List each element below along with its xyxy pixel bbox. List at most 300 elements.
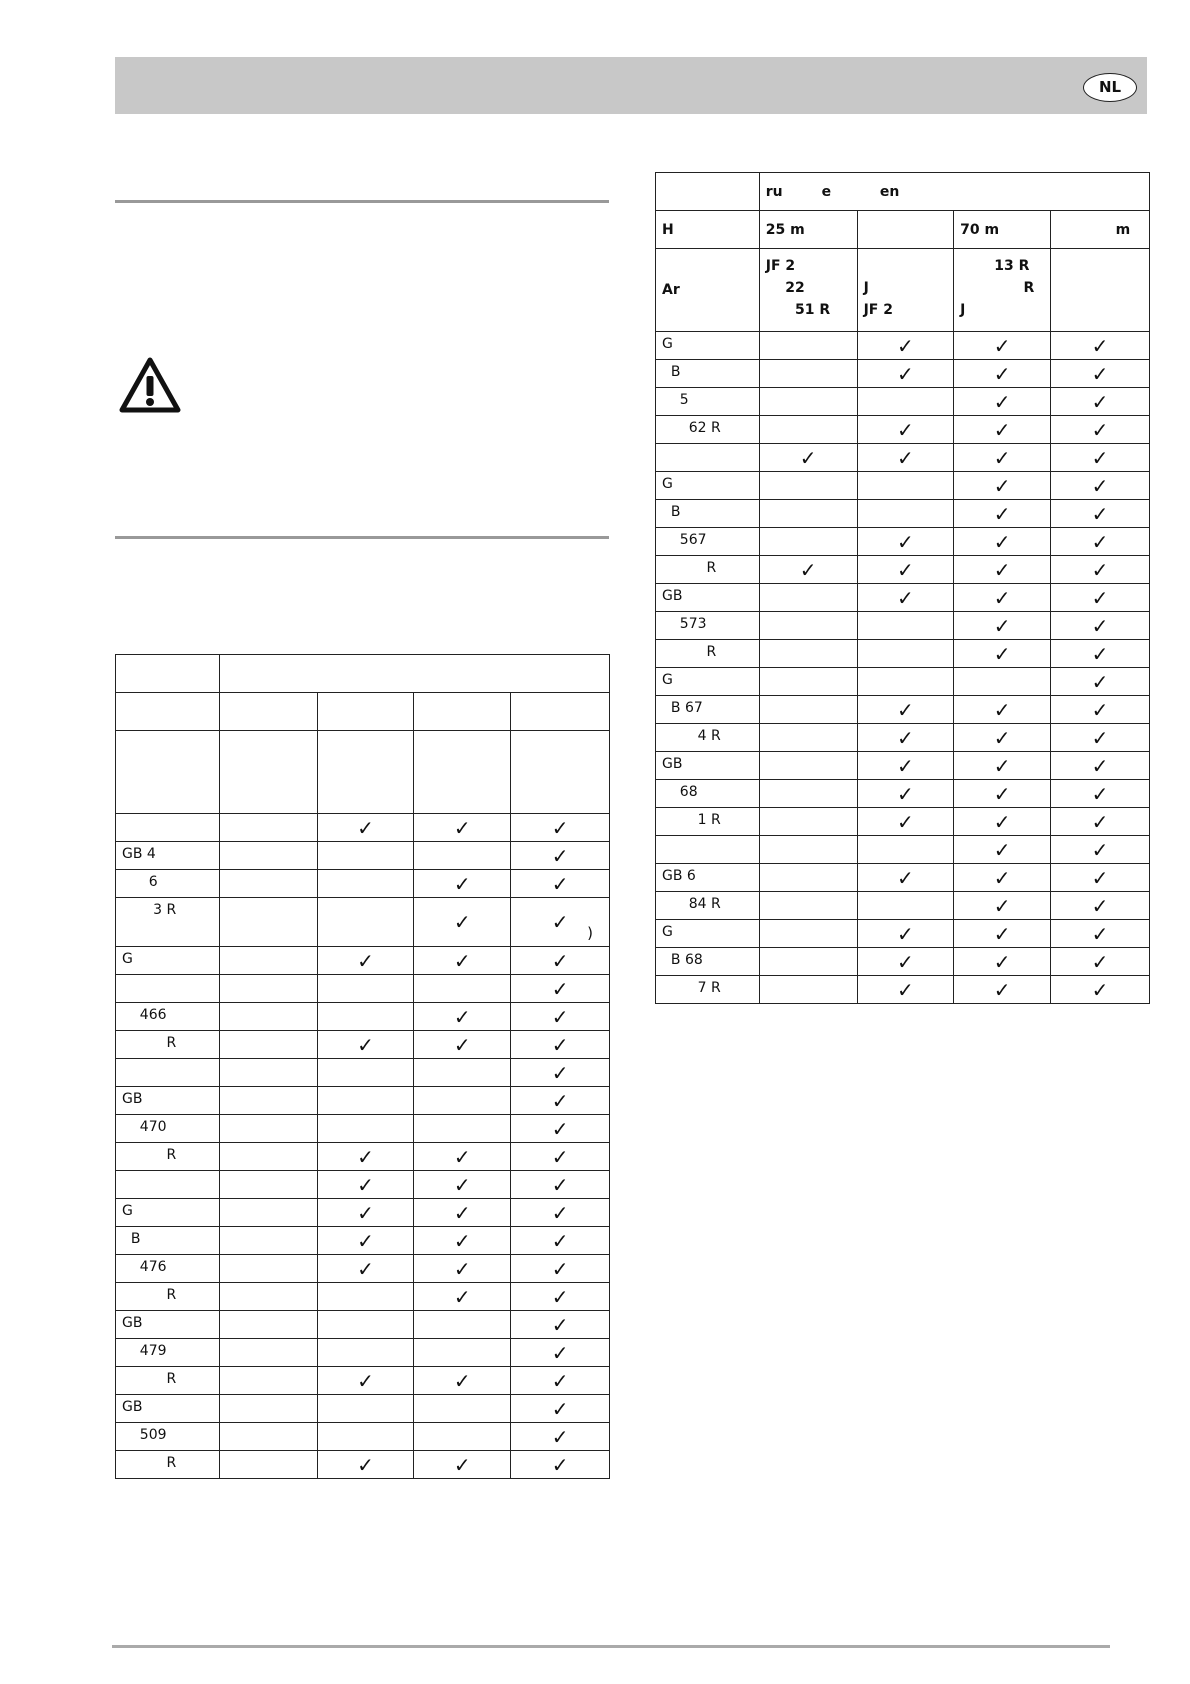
row-label: GB 4 — [116, 842, 220, 870]
table-row — [116, 1227, 610, 1255]
table-cell — [317, 693, 414, 731]
check-cell — [317, 1339, 414, 1367]
table-row — [656, 920, 1150, 948]
check-cell: ✓ — [511, 1423, 610, 1451]
check-cell: ✓ — [857, 360, 954, 388]
check-cell: ✓ — [857, 752, 954, 780]
check-cell: ✓ — [857, 332, 954, 360]
table-row — [656, 444, 1150, 472]
row-label: 62 R — [656, 416, 760, 444]
table-article-row — [656, 249, 1150, 332]
check-cell — [857, 836, 954, 864]
table-cell — [219, 693, 317, 731]
row-label: GB — [656, 584, 760, 612]
check-cell: ✓ — [954, 948, 1051, 976]
check-cell: ✓ — [414, 1255, 511, 1283]
row-label: B 68 — [656, 948, 760, 976]
table-row — [656, 724, 1150, 752]
check-cell: ✓ — [857, 444, 954, 472]
table-article-row — [116, 731, 610, 814]
check-cell: ✓ — [414, 1367, 511, 1395]
check-cell: ✓ — [511, 1227, 610, 1255]
row-label — [116, 1171, 220, 1199]
check-cell: ✓ — [1051, 948, 1150, 976]
check-cell: ✓ — [511, 1451, 610, 1479]
check-cell: ✓ — [1051, 500, 1150, 528]
table-row — [116, 1199, 610, 1227]
check-cell: ✓ — [857, 584, 954, 612]
row-label: R — [116, 1031, 220, 1059]
row-label — [116, 814, 220, 842]
check-cell: ✓ — [954, 780, 1051, 808]
check-cell — [317, 1003, 414, 1031]
check-cell: ✓ — [857, 556, 954, 584]
check-cell — [219, 1367, 317, 1395]
table-row — [116, 1283, 610, 1311]
check-cell — [219, 1143, 317, 1171]
check-cell: ✓ — [511, 1171, 610, 1199]
row-label: 509 — [116, 1423, 220, 1451]
table-row — [116, 1087, 610, 1115]
table-row — [116, 842, 610, 870]
warning-icon — [118, 356, 182, 414]
table-row — [656, 416, 1150, 444]
row-label: 479 — [116, 1339, 220, 1367]
check-cell: ✓ — [1051, 864, 1150, 892]
check-cell: ✓ — [857, 528, 954, 556]
check-cell: ✓ — [511, 1087, 610, 1115]
check-cell: ✓ — [317, 1031, 414, 1059]
table-row — [656, 892, 1150, 920]
row-label: 4 R — [656, 724, 760, 752]
check-cell — [857, 388, 954, 416]
table-row — [116, 1395, 610, 1423]
row-label: GB — [116, 1311, 220, 1339]
check-cell: ✓ — [1051, 444, 1150, 472]
check-cell: ✓ — [857, 948, 954, 976]
check-cell: ✓ — [414, 1451, 511, 1479]
check-cell: ✓ — [317, 1143, 414, 1171]
check-cell — [219, 1255, 317, 1283]
row-note: ) — [587, 924, 593, 942]
check-cell — [414, 1311, 511, 1339]
article-cell: J JF 2 — [857, 249, 954, 332]
check-cell: ✓ — [414, 1199, 511, 1227]
check-cell — [759, 864, 857, 892]
check-cell: ✓ — [857, 920, 954, 948]
check-cell: ✓ — [317, 1367, 414, 1395]
table-row — [656, 836, 1150, 864]
check-cell — [857, 472, 954, 500]
table-row — [656, 640, 1150, 668]
row-label: 7 R — [656, 976, 760, 1004]
table-cell — [219, 731, 317, 814]
check-cell: ✓ — [1051, 892, 1150, 920]
check-cell: ✓ — [1051, 836, 1150, 864]
check-cell: ✓ — [1051, 640, 1150, 668]
row-label — [116, 1059, 220, 1087]
table-cell — [414, 693, 511, 731]
table-row — [116, 1031, 610, 1059]
check-cell: ✓ — [414, 898, 511, 947]
check-cell: ✓ — [1051, 976, 1150, 1004]
check-cell: ✓ — [954, 976, 1051, 1004]
table-cell — [116, 693, 220, 731]
check-cell — [317, 1395, 414, 1423]
check-cell: ✓ — [1051, 332, 1150, 360]
left-compat-table — [115, 654, 610, 1479]
check-cell: ✓ — [954, 920, 1051, 948]
check-cell — [219, 898, 317, 947]
row-label — [116, 975, 220, 1003]
check-cell: ✓ — [954, 500, 1051, 528]
check-cell: ✓ — [954, 612, 1051, 640]
check-cell: ✓ — [511, 1367, 610, 1395]
table-row — [116, 1059, 610, 1087]
check-cell: ✓ — [317, 814, 414, 842]
row-label: G — [656, 472, 760, 500]
check-cell — [414, 1395, 511, 1423]
check-cell: ✓ — [511, 975, 610, 1003]
check-cell: ✓ — [317, 1199, 414, 1227]
check-cell: ✓ — [759, 556, 857, 584]
table-height-row — [656, 211, 1150, 249]
article-label: Ar — [656, 249, 760, 332]
check-cell — [759, 668, 857, 696]
height-cell: m — [1051, 211, 1150, 249]
table-row — [656, 332, 1150, 360]
table-cell — [116, 731, 220, 814]
check-cell: ✓ — [954, 724, 1051, 752]
check-cell: ✓ — [414, 1003, 511, 1031]
table-row — [116, 1115, 610, 1143]
check-cell — [219, 1339, 317, 1367]
check-cell — [317, 842, 414, 870]
footer-rule — [112, 1645, 1110, 1648]
check-cell: ✓ — [954, 696, 1051, 724]
table-row — [116, 1171, 610, 1199]
section-rule-1 — [115, 200, 609, 203]
row-label: G — [116, 1199, 220, 1227]
check-cell — [219, 1115, 317, 1143]
table-row — [116, 1255, 610, 1283]
check-cell — [759, 696, 857, 724]
language-badge: NL — [1083, 73, 1137, 102]
check-cell: ✓ — [414, 1031, 511, 1059]
table-title: ru e en — [759, 173, 1149, 211]
article-cell: JF 2 22 51 R — [759, 249, 857, 332]
check-cell: ✓ — [1051, 472, 1150, 500]
row-label — [656, 836, 760, 864]
table-cell — [219, 655, 609, 693]
check-cell: ✓ — [414, 947, 511, 975]
table-row — [656, 668, 1150, 696]
check-cell — [219, 814, 317, 842]
row-label: GB 6 — [656, 864, 760, 892]
check-cell: ✓ — [857, 976, 954, 1004]
check-cell — [219, 1423, 317, 1451]
row-label: G — [656, 920, 760, 948]
check-cell — [759, 836, 857, 864]
table-row — [656, 500, 1150, 528]
row-label: R — [116, 1367, 220, 1395]
header-band — [115, 57, 1147, 114]
table-row — [656, 612, 1150, 640]
check-cell: ✓ — [857, 808, 954, 836]
check-cell — [759, 360, 857, 388]
check-cell: ✓ — [317, 1171, 414, 1199]
row-label: G — [656, 668, 760, 696]
check-cell: ✓ — [511, 814, 610, 842]
check-cell: ✓ — [1051, 388, 1150, 416]
check-cell: ✓ — [954, 472, 1051, 500]
row-label: 1 R — [656, 808, 760, 836]
check-cell — [219, 1003, 317, 1031]
row-label: GB — [116, 1395, 220, 1423]
row-label: 84 R — [656, 892, 760, 920]
row-label: G — [656, 332, 760, 360]
check-cell: ✓ — [511, 1059, 610, 1087]
check-cell: ✓ — [414, 1283, 511, 1311]
check-cell: ✓ — [1051, 780, 1150, 808]
check-cell: ✓ — [511, 1199, 610, 1227]
row-label: 6 — [116, 870, 220, 898]
check-cell: ✓ — [857, 696, 954, 724]
check-cell: ✓ — [414, 814, 511, 842]
check-cell — [414, 975, 511, 1003]
row-label: B — [656, 360, 760, 388]
check-cell — [857, 640, 954, 668]
check-cell: ✓ — [954, 332, 1051, 360]
check-cell — [317, 1115, 414, 1143]
check-cell: ✓ — [954, 556, 1051, 584]
table-row — [116, 1311, 610, 1339]
check-cell — [317, 870, 414, 898]
check-cell: ✓ — [857, 780, 954, 808]
check-cell — [414, 1339, 511, 1367]
check-cell: ✓ — [511, 1339, 610, 1367]
row-label: 470 — [116, 1115, 220, 1143]
check-cell: ✓ — [954, 416, 1051, 444]
check-cell — [857, 612, 954, 640]
check-cell — [759, 948, 857, 976]
row-label: B 67 — [656, 696, 760, 724]
table-row — [656, 360, 1150, 388]
check-cell — [759, 724, 857, 752]
check-cell — [219, 1087, 317, 1115]
check-cell — [317, 1283, 414, 1311]
check-cell: ✓ — [954, 444, 1051, 472]
row-label: R — [656, 556, 760, 584]
table-row — [656, 948, 1150, 976]
check-cell — [317, 1059, 414, 1087]
check-cell — [219, 1199, 317, 1227]
table-title-row — [656, 173, 1150, 211]
check-cell — [759, 584, 857, 612]
check-cell: ✓ — [511, 870, 610, 898]
table-row — [116, 1003, 610, 1031]
article-cell: 13 R R J — [954, 249, 1051, 332]
check-cell: ✓ — [414, 1227, 511, 1255]
check-cell — [414, 1423, 511, 1451]
check-cell — [759, 976, 857, 1004]
check-cell: ✓ — [511, 1395, 610, 1423]
check-cell: ✓ — [511, 1003, 610, 1031]
table-row — [116, 1451, 610, 1479]
check-cell — [317, 1311, 414, 1339]
article-cell — [1051, 249, 1150, 332]
check-cell: ✓ — [1051, 920, 1150, 948]
check-cell — [317, 1423, 414, 1451]
check-cell — [759, 472, 857, 500]
check-cell: ✓ — [1051, 360, 1150, 388]
check-cell: ✓ — [954, 864, 1051, 892]
check-cell — [954, 668, 1051, 696]
table-row — [656, 388, 1150, 416]
row-label: G — [116, 947, 220, 975]
check-cell: ✓ — [954, 836, 1051, 864]
row-label: GB — [116, 1087, 220, 1115]
table-row — [656, 584, 1150, 612]
check-cell: ✓ — [511, 1283, 610, 1311]
check-cell — [759, 416, 857, 444]
table-row — [116, 898, 610, 947]
table-row — [656, 528, 1150, 556]
check-cell: ✓ — [511, 1031, 610, 1059]
table-row — [656, 472, 1150, 500]
row-label: 573 — [656, 612, 760, 640]
check-cell: ✓ — [954, 808, 1051, 836]
check-cell — [219, 1031, 317, 1059]
check-cell: ✓ — [317, 1227, 414, 1255]
check-cell: ✓ — [1051, 556, 1150, 584]
row-label: 3 R — [116, 898, 220, 947]
table-row — [656, 696, 1150, 724]
row-label: 68 — [656, 780, 760, 808]
check-cell: ✓ — [1051, 528, 1150, 556]
check-cell — [759, 500, 857, 528]
check-cell — [414, 842, 511, 870]
table-row — [656, 808, 1150, 836]
check-cell — [219, 1059, 317, 1087]
check-cell — [219, 1171, 317, 1199]
check-cell — [317, 1087, 414, 1115]
table-row — [116, 1143, 610, 1171]
check-cell — [759, 388, 857, 416]
height-cell: 70 m — [954, 211, 1051, 249]
check-cell — [759, 920, 857, 948]
check-cell — [414, 1115, 511, 1143]
table-row — [656, 556, 1150, 584]
table-cell — [656, 173, 760, 211]
check-cell — [759, 808, 857, 836]
check-cell: ✓ — [954, 892, 1051, 920]
check-cell: ✓ — [759, 444, 857, 472]
height-cell: 25 m — [759, 211, 857, 249]
table-cell — [414, 731, 511, 814]
check-cell — [219, 1227, 317, 1255]
right-compat-table — [655, 172, 1150, 1004]
check-cell — [219, 1395, 317, 1423]
check-cell: ✓ — [511, 1255, 610, 1283]
check-cell: ✓ — [1051, 696, 1150, 724]
check-cell — [857, 892, 954, 920]
row-label: 5 — [656, 388, 760, 416]
check-cell — [759, 528, 857, 556]
height-cell — [857, 211, 954, 249]
check-cell: ✓ — [1051, 724, 1150, 752]
check-cell: ✓ — [1051, 808, 1150, 836]
check-cell: ✓ — [954, 528, 1051, 556]
check-cell: ✓ — [511, 1311, 610, 1339]
table-height-row — [116, 693, 610, 731]
check-cell — [759, 780, 857, 808]
check-cell — [759, 612, 857, 640]
check-cell: ✓ — [1051, 668, 1150, 696]
check-cell — [219, 842, 317, 870]
table-row — [116, 1339, 610, 1367]
check-cell: ✓ — [317, 947, 414, 975]
row-label: GB — [656, 752, 760, 780]
check-cell: ✓ — [317, 1255, 414, 1283]
table-cell — [511, 731, 610, 814]
check-cell: ✓ ) — [511, 898, 610, 947]
check-cell: ✓ — [414, 1171, 511, 1199]
check-cell — [219, 975, 317, 1003]
height-label: H — [656, 211, 760, 249]
check-cell: ✓ — [511, 1115, 610, 1143]
row-label: B — [656, 500, 760, 528]
check-cell — [857, 500, 954, 528]
check-cell: ✓ — [954, 640, 1051, 668]
check-cell: ✓ — [1051, 612, 1150, 640]
check-cell: ✓ — [1051, 584, 1150, 612]
check-cell — [759, 332, 857, 360]
table-row — [116, 975, 610, 1003]
row-label: 476 — [116, 1255, 220, 1283]
table-cell — [317, 731, 414, 814]
check-cell — [759, 640, 857, 668]
check-cell: ✓ — [954, 388, 1051, 416]
check-cell: ✓ — [511, 842, 610, 870]
table-row — [116, 814, 610, 842]
check-cell — [219, 1311, 317, 1339]
check-cell: ✓ — [954, 584, 1051, 612]
table-row — [116, 947, 610, 975]
row-label: R — [116, 1283, 220, 1311]
table-row — [656, 864, 1150, 892]
table-cell — [116, 655, 220, 693]
check-cell: ✓ — [1051, 752, 1150, 780]
check-cell: ✓ — [414, 1143, 511, 1171]
check-cell: ✓ — [857, 724, 954, 752]
check-cell — [414, 1059, 511, 1087]
row-label — [656, 444, 760, 472]
check-cell: ✓ — [857, 416, 954, 444]
check-cell: ✓ — [414, 870, 511, 898]
check-cell — [317, 898, 414, 947]
row-label: R — [116, 1143, 220, 1171]
table-row — [116, 1367, 610, 1395]
check-cell — [414, 1087, 511, 1115]
check-cell — [219, 1451, 317, 1479]
check-cell — [857, 668, 954, 696]
check-cell — [317, 975, 414, 1003]
check-cell — [219, 870, 317, 898]
row-label: B — [116, 1227, 220, 1255]
check-cell — [759, 892, 857, 920]
table-row — [116, 1423, 610, 1451]
